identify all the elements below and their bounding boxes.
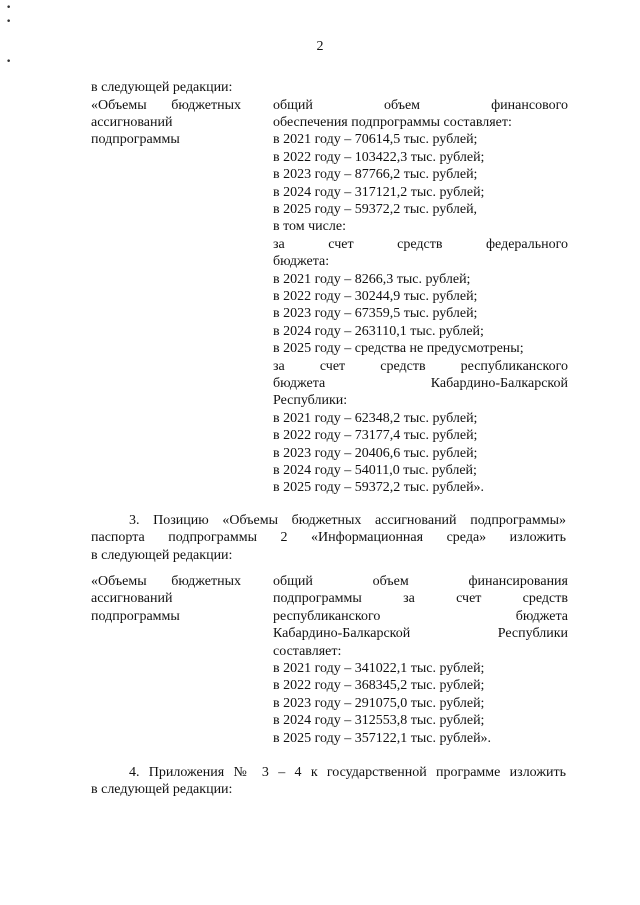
section2-paragraph xyxy=(91,512,566,564)
value-line: в 2025 году – средства не предусмотрены; xyxy=(273,341,524,357)
value-line: в 2022 году – 73177,4 тыс. рублей; xyxy=(273,428,478,444)
value-line: в 2023 году – 20406,6 тыс. рублей; xyxy=(273,445,478,461)
paragraph-line: 3. Позицию «Объемы бюджетных ассигнований подпрограммы» xyxy=(129,513,566,528)
value-line: в 2021 году – 341022,1 тыс. рублей; xyxy=(273,661,485,677)
value-line: за счет средств федерального xyxy=(273,236,568,252)
section1-intro: в следующей редакции: xyxy=(91,80,233,95)
value-line: в 2024 году – 312553,8 тыс. рублей; xyxy=(273,713,485,729)
value-line: в 2024 году – 263110,1 тыс. рублей; xyxy=(273,323,484,339)
paragraph-line: в следующей редакции: xyxy=(91,547,233,563)
label-line: ассигнований xyxy=(91,114,173,130)
value-line: составляет: xyxy=(273,643,342,659)
value-line: за счет средств республиканского xyxy=(273,358,568,374)
value-line: общий объем финансирования xyxy=(273,574,568,589)
value-line: в 2022 году – 103422,3 тыс. рублей; xyxy=(273,149,485,165)
label-line: «Объемы бюджетных xyxy=(91,97,241,113)
label-line: «Объемы бюджетных xyxy=(91,574,241,589)
value-line: обеспечения подпрограммы составляет: xyxy=(273,114,512,130)
value-line: Республики: xyxy=(273,393,348,409)
value-line: в 2022 году – 368345,2 тыс. рублей; xyxy=(273,678,485,694)
section1-value xyxy=(273,97,568,497)
section1-label xyxy=(91,97,241,149)
label-line: ассигнований xyxy=(91,591,173,607)
value-line: в 2023 году – 87766,2 тыс. рублей; xyxy=(273,167,478,183)
scan-mark: • xyxy=(6,3,12,13)
page-number: 2 xyxy=(316,39,324,54)
label-line: подпрограммы xyxy=(91,608,180,624)
value-line: в 2022 году – 30244,9 тыс. рублей; xyxy=(273,288,478,304)
value-line: в 2021 году – 70614,5 тыс. рублей; xyxy=(273,132,478,148)
value-line: в 2023 году – 67359,5 тыс. рублей; xyxy=(273,306,478,322)
section2-value xyxy=(273,573,568,747)
value-line: бюджета Кабардино-Балкарской xyxy=(273,376,568,391)
paragraph-line: в следующей редакции: xyxy=(91,782,233,798)
value-line: в 2025 году – 59372,2 тыс. рублей, xyxy=(273,201,478,217)
value-line: в 2025 году – 357122,1 тыс. рублей». xyxy=(273,730,492,746)
value-line: в 2025 году – 59372,2 тыс. рублей». xyxy=(273,480,485,496)
value-line: в 2023 году – 291075,0 тыс. рублей; xyxy=(273,695,485,711)
paragraph-line: 4. Приложения № 3 – 4 к государственной программе изложить xyxy=(129,765,566,780)
label-line: подпрограммы xyxy=(91,132,180,148)
value-line: в 2021 году – 8266,3 тыс. рублей; xyxy=(273,271,471,287)
section3-paragraph xyxy=(91,764,566,799)
section2-label xyxy=(91,573,241,625)
value-line: в 2024 году – 317121,2 тыс. рублей; xyxy=(273,184,485,200)
value-line: республиканского бюджета xyxy=(273,608,568,624)
value-line: в том числе: xyxy=(273,219,346,235)
value-line: в 2021 году – 62348,2 тыс. рублей; xyxy=(273,410,478,426)
value-line: подпрограммы за счет средств xyxy=(273,591,568,607)
value-line: общий объем финансового xyxy=(273,97,568,113)
value-line: Кабардино-Балкарской Республики xyxy=(273,626,568,642)
value-line: бюджета: xyxy=(273,254,330,270)
value-line: в 2024 году – 54011,0 тыс. рублей; xyxy=(273,463,477,479)
paragraph-line: паспорта подпрограммы 2 «Информационная среда» изложить xyxy=(91,530,566,546)
scan-mark: • xyxy=(6,17,12,27)
scan-mark: • xyxy=(6,57,12,67)
